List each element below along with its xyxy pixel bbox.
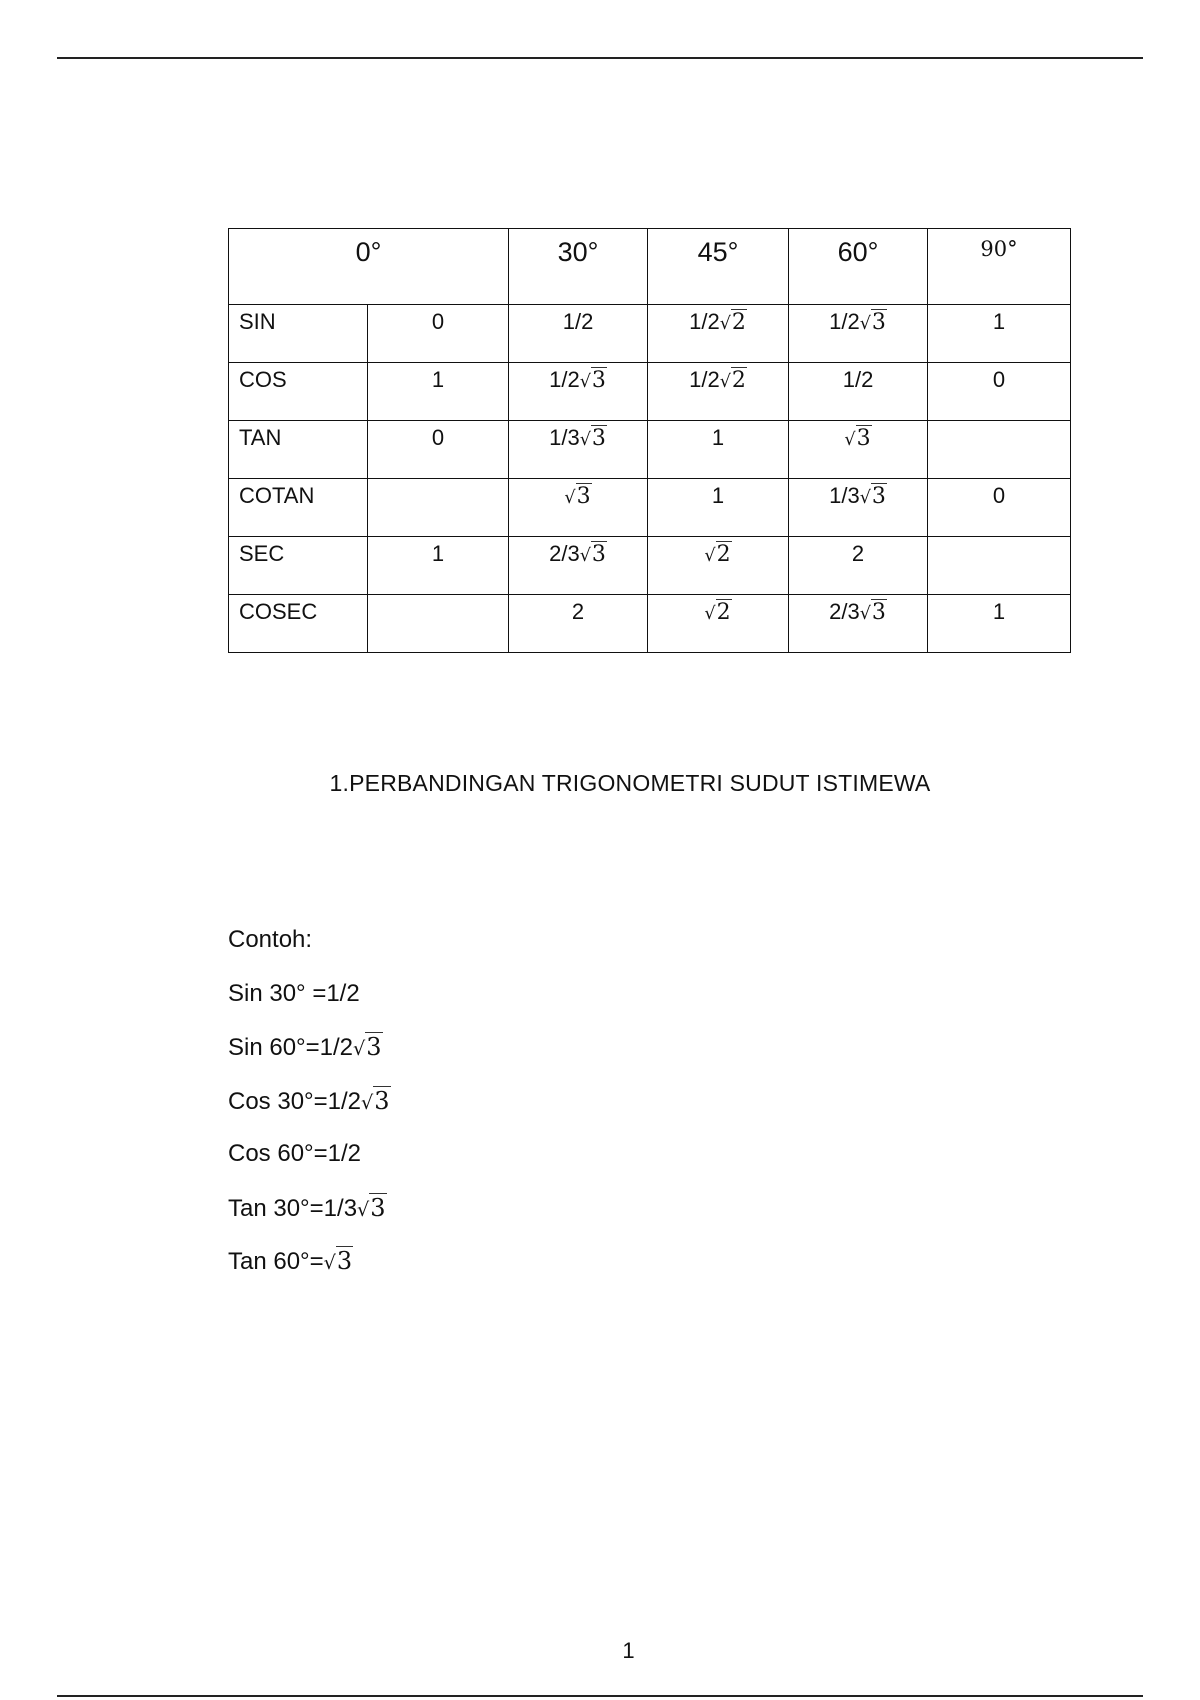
table-row bbox=[229, 421, 1071, 479]
square-root: √3 bbox=[323, 1247, 353, 1275]
table-cell bbox=[928, 421, 1071, 479]
example-line: Cos 30°=1/2√3 bbox=[228, 1086, 390, 1115]
square-root: √3 bbox=[859, 484, 886, 509]
table-header-row bbox=[229, 229, 1071, 305]
table-cell: 1/3√3 bbox=[509, 421, 648, 479]
square-root: √3 bbox=[859, 600, 886, 625]
square-root: √3 bbox=[844, 426, 871, 451]
trig-table bbox=[228, 228, 1071, 653]
table-cell: 2 bbox=[789, 537, 928, 595]
table-cell: 1/2√2 bbox=[648, 305, 789, 363]
table-cell bbox=[648, 595, 789, 653]
table-cell bbox=[368, 595, 509, 653]
square-root: √3 bbox=[579, 368, 606, 393]
row-label: COS bbox=[229, 363, 368, 421]
table-cell: 1/3√3 bbox=[789, 479, 928, 537]
square-root: √2 bbox=[704, 600, 731, 625]
row-label: COSEC bbox=[229, 595, 368, 653]
table-cell: 1/2√2 bbox=[648, 363, 789, 421]
square-root: √2 bbox=[719, 368, 746, 393]
table-cell: 1 bbox=[928, 595, 1071, 653]
table-cell: 0 bbox=[928, 363, 1071, 421]
header-cell: 45° bbox=[648, 229, 789, 305]
example-line: Tan 60°=√3 bbox=[228, 1247, 353, 1275]
square-root: √2 bbox=[719, 310, 746, 335]
row-label: TAN bbox=[229, 421, 368, 479]
examples-title: Contoh: bbox=[228, 926, 313, 953]
header-cell: 90° bbox=[928, 229, 1071, 305]
table-cell: 1/2√3 bbox=[509, 363, 648, 421]
square-root: √3 bbox=[859, 310, 886, 335]
header-rule bbox=[57, 57, 1143, 59]
square-root: √3 bbox=[353, 1033, 382, 1061]
row-label: SEC bbox=[229, 537, 368, 595]
square-root: √3 bbox=[579, 426, 606, 451]
row-label: COTAN bbox=[229, 479, 368, 537]
table-row bbox=[229, 537, 1071, 595]
header-cell: 60° bbox=[789, 229, 928, 305]
table-cell: 0 bbox=[368, 421, 509, 479]
row-label: SIN bbox=[229, 305, 368, 363]
header-cell: 30° bbox=[509, 229, 648, 305]
table-cell: 1 bbox=[368, 363, 509, 421]
table-cell: 1/2 bbox=[509, 305, 648, 363]
table-cell bbox=[648, 537, 789, 595]
table-cell bbox=[368, 479, 509, 537]
table-cell bbox=[789, 421, 928, 479]
section-heading: 1.PERBANDINGAN TRIGONOMETRI SUDUT ISTIMEWA bbox=[329, 770, 931, 796]
square-root: √3 bbox=[564, 484, 591, 509]
table-cell: 1 bbox=[648, 479, 789, 537]
table-cell: 1/2 bbox=[789, 363, 928, 421]
header-cell: 0° bbox=[229, 229, 509, 305]
table-cell: 1 bbox=[928, 305, 1071, 363]
table-row bbox=[229, 479, 1071, 537]
table-cell: 0 bbox=[928, 479, 1071, 537]
examples-block bbox=[228, 926, 391, 1301]
table-cell: 1 bbox=[648, 421, 789, 479]
table-row bbox=[229, 305, 1071, 363]
table-cell bbox=[509, 479, 648, 537]
table-cell: 2/3√3 bbox=[509, 537, 648, 595]
example-line: Tan 30°=1/3√3 bbox=[228, 1193, 386, 1222]
example-line: Cos 60°=1/2 bbox=[228, 1140, 362, 1167]
square-root: √3 bbox=[579, 542, 606, 567]
table-cell: 1/2√3 bbox=[789, 305, 928, 363]
example-line: Sin 30° =1/2 bbox=[228, 979, 360, 1007]
table-cell: 2 bbox=[509, 595, 648, 653]
example-line: Sin 60°=1/2√3 bbox=[228, 1033, 382, 1061]
table-cell: 2/3√3 bbox=[789, 595, 928, 653]
table-row bbox=[229, 595, 1071, 653]
table-cell bbox=[928, 537, 1071, 595]
table-row bbox=[229, 363, 1071, 421]
footer-rule bbox=[57, 1695, 1143, 1697]
square-root: √2 bbox=[704, 542, 731, 567]
square-root: √3 bbox=[357, 1193, 386, 1222]
page-number: 1 bbox=[622, 1638, 635, 1663]
table-cell: 1 bbox=[368, 537, 509, 595]
table-cell: 0 bbox=[368, 305, 509, 363]
square-root: √3 bbox=[361, 1086, 390, 1115]
